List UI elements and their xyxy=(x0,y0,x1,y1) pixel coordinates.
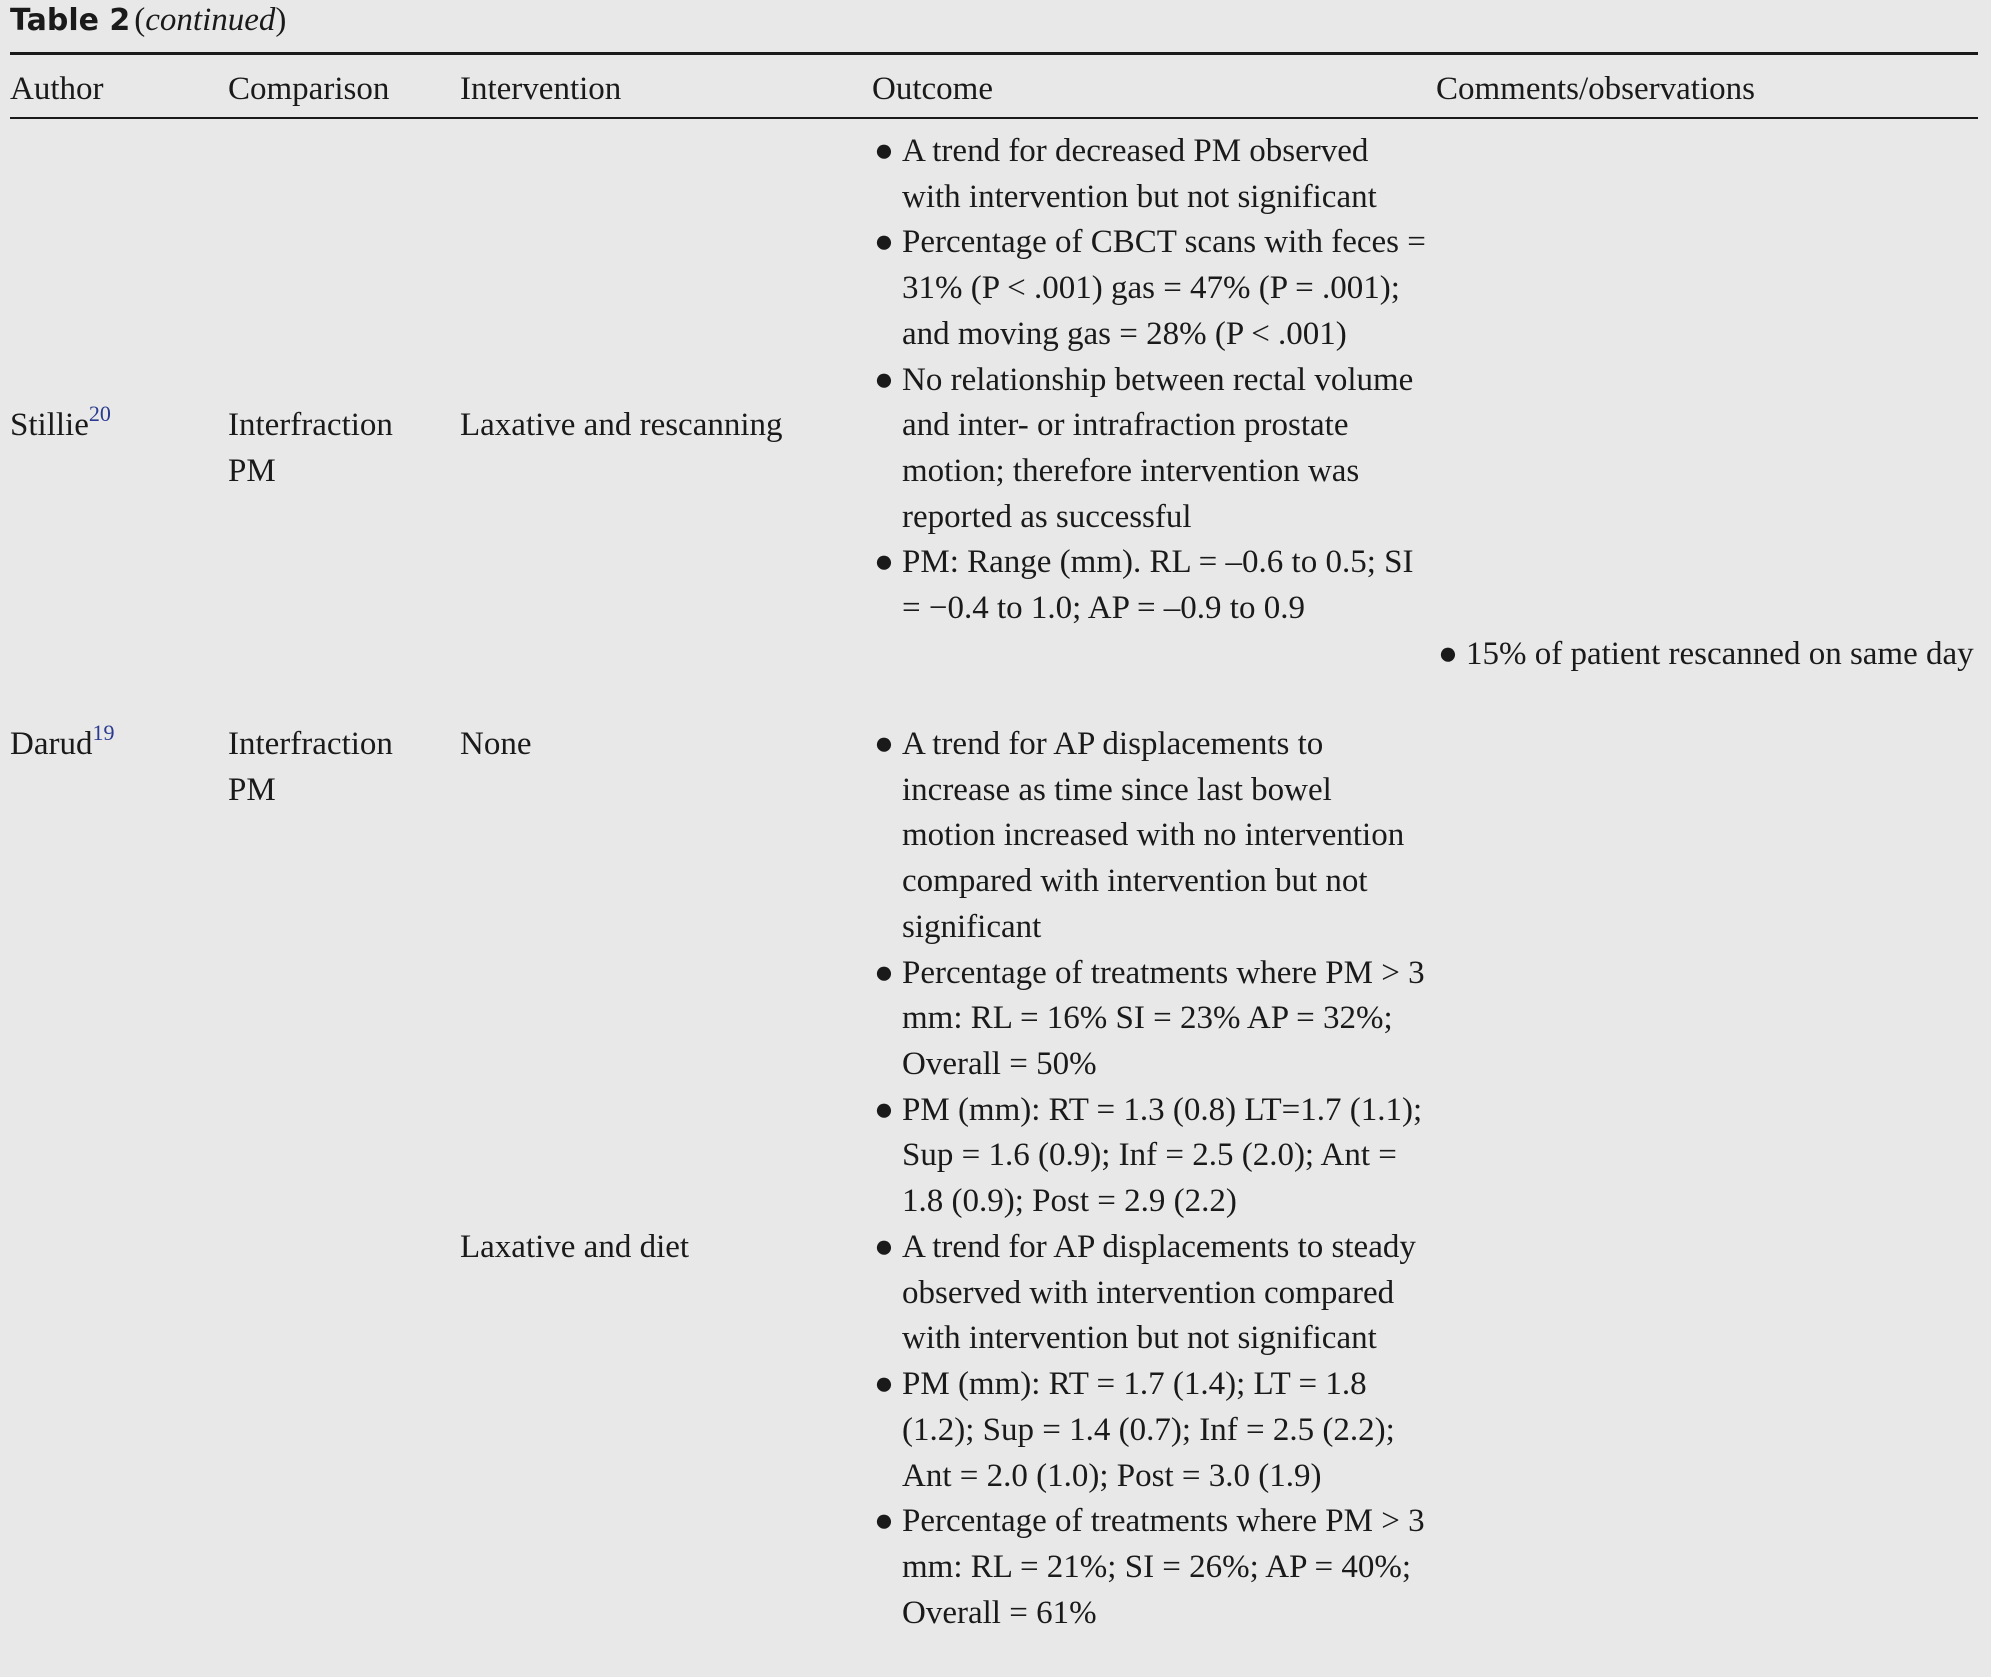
intervention-darud-laxative: Laxative and diet xyxy=(460,1229,690,1265)
header-comparison: Comparison xyxy=(228,71,390,107)
bullet-icon: ● xyxy=(874,224,894,261)
list-item: ● Percentage of treatments where PM > 3 mm: RL = 16% SI = 23% AP = 32%; Overall = 50% xyxy=(872,951,1432,1088)
reference-link[interactable]: 20 xyxy=(88,401,111,426)
bullet-icon: ● xyxy=(874,361,894,398)
header-comments: Comments/observations xyxy=(1436,71,1755,107)
list-item: ● Percentage of CBCT scans with feces = 31% (P < .001) gas = 47% (P = .001); and moving gas = 28% (P < .001) xyxy=(872,220,1432,357)
reference-link[interactable]: 19 xyxy=(92,720,115,745)
list-item: ● A trend for decreased PM observed with intervention but not significant xyxy=(872,129,1432,220)
bullet-icon: ● xyxy=(1438,636,1458,672)
list-item: ● PM (mm): RT = 1.3 (0.8) LT=1.7 (1.1); Sup = 1.6 (0.9); Inf = 2.5 (2.0); Ant = 1.8 (0.9); Post = 2.9 (2.2) xyxy=(872,1088,1432,1225)
top-rule xyxy=(10,52,1978,55)
header-author: Author xyxy=(10,71,104,107)
header-intervention: Intervention xyxy=(460,71,622,107)
list-item: ● A trend for AP displacements to increase as time since last bowel motion increased with no intervention compared with intervention but not significant xyxy=(872,722,1432,951)
bullet-icon: ● xyxy=(874,726,894,762)
table-page xyxy=(10,0,1978,1677)
bullet-icon: ● xyxy=(874,1366,894,1403)
bullet-icon: ● xyxy=(874,1503,894,1540)
header-rule xyxy=(10,117,1978,119)
bullet-icon: ● xyxy=(874,1229,894,1265)
intervention-stillie: Laxative and rescanning xyxy=(460,407,783,443)
list-item: ● No relationship between rectal volume and inter- or intrafraction prostate motion; therefore intervention was reported as successful xyxy=(872,358,1432,541)
list-item: ● PM (mm): RT = 1.7 (1.4); LT = 1.8 (1.2); Sup = 1.4 (0.7); Inf = 2.5 (2.2); Ant = 2.0 (1.0); Post = 3.0 (1.9) xyxy=(872,1362,1432,1499)
bullet-icon: ● xyxy=(874,954,894,991)
table-continued: (continued) xyxy=(134,2,287,38)
outcome-list-stillie xyxy=(872,129,1432,632)
list-item: ● PM: Range (mm). RL = –0.6 to 0.5; SI = −0.4 to 1.0; AP = –0.9 to 0.9 xyxy=(872,540,1432,631)
intervention-darud-none: None xyxy=(460,726,532,762)
bullet-icon: ● xyxy=(874,1091,894,1128)
list-item: ● A trend for AP displacements to steady observed with intervention compared with intervention but not significant xyxy=(872,1225,1432,1362)
table-label: Table 2 xyxy=(10,3,131,38)
author-stillie: Stillie$^{20}$ xyxy=(10,401,111,443)
outcome-list-darud-laxative xyxy=(872,1225,1432,1636)
comparison-darud: Interfraction PM xyxy=(228,726,393,808)
bullet-icon: ● xyxy=(874,133,894,169)
header-outcome: Outcome xyxy=(872,71,993,107)
list-item: ● Percentage of treatments where PM > 3 mm: RL = 21%; SI = 26%; AP = 40%; Overall = 61% xyxy=(872,1499,1432,1636)
bullet-icon: ● xyxy=(874,544,894,581)
comparison-stillie: Interfraction PM xyxy=(228,407,393,489)
list-item: ● 15% of patient rescanned on same day xyxy=(1436,632,1991,678)
outcome-list-darud-none xyxy=(872,722,1432,1225)
comments-list-stillie xyxy=(1436,632,1991,678)
author-darud: Darud$^{19}$ xyxy=(10,720,115,762)
table-caption xyxy=(10,0,286,40)
